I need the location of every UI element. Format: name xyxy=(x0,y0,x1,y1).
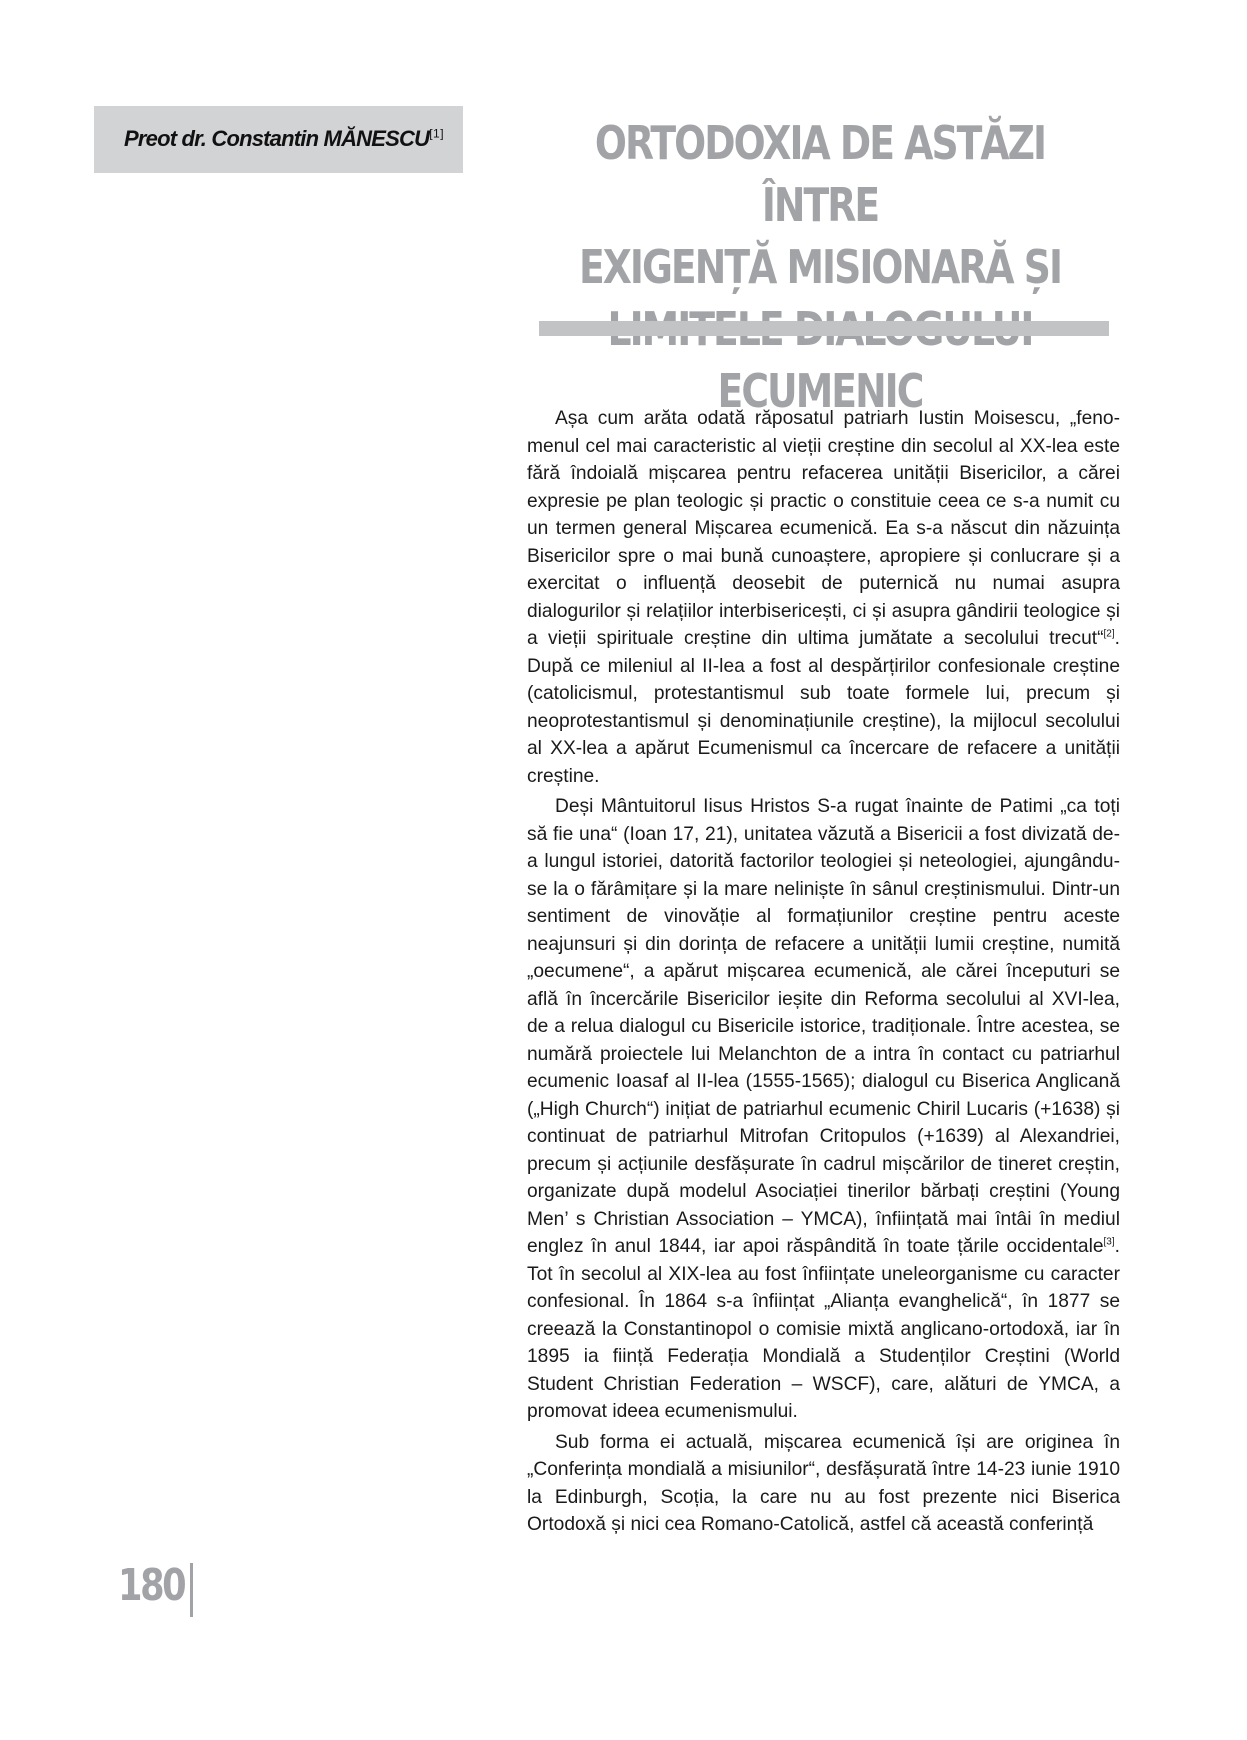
title-line-2: EXIGENȚĂ MISIONARĂ ȘI xyxy=(578,240,1062,294)
title-line-1: ORTODOXIA DE ASTĂZI ÎNTRE xyxy=(594,116,1046,232)
title-underline-bar xyxy=(539,321,1109,336)
article-title xyxy=(574,112,1066,422)
footnote-ref-2[interactable]: [2] xyxy=(1103,628,1115,640)
page-number: 180 xyxy=(118,1560,185,1611)
author-box xyxy=(94,106,463,173)
paragraph-1-text-a: Așa cum arăta odată răposatul patriarh Iustin Moisescu, „fenomenul cel mai caracteristic al vieții creștine din secolul al XX-lea este fără îndoială mișcarea pentru refacerea unității Bisericilor, a cărei expresie pe plan teologic și practic o constituie ceea ce s-a numit cu un termen general Mișcarea ecumenică. Ea s-a născut din năzuința Bisericilor spre o mai bună cunoaștere, apropiere și conlucrare și a exercitat o influență deosebit de puternică nu numai asupra dialogurilor și relațiilor interbisericești, ci și asupra gândirii teologice și a vieții spirituale creștine din ultima jumătate a secolului trecut“ xyxy=(527,408,1120,649)
paragraph-2 xyxy=(527,793,1120,1426)
paragraph-1-text-b: . După ce mileniul al II-lea a fost al despărțirilor confesionale creștine (catolicismul, protestantismul sub toate formele lui, precum și neoprotestantismul și denominațiunile creștine), la mijlocul secolului al XX-lea a apărut Ecumenismul ca încercare de refacere a unității creștine. xyxy=(527,628,1120,787)
article-body xyxy=(527,405,1120,1542)
author-name-text: Preot dr. Constantin MĂNESCU xyxy=(124,126,430,151)
footnote-ref-3[interactable]: [3] xyxy=(1103,1236,1115,1248)
paragraph-2-text-b: . Tot în secolul al XIX-lea au fost înființate uneleorganisme cu caracter confesional. În 1864 s-a înființat „Alianța evanghelică“, în 1877 se creează la Constantinopol o comisie mixtă anglicano-ortodoxă, iar în 1895 ia ființă Federația Mondială a Studenților Creștini (World Student Christian Federation – WSCF), care, alături de YMCA, a promovat ideea ecumenismului. xyxy=(527,1236,1120,1422)
page-number-rule xyxy=(190,1563,193,1617)
author-footnote-ref[interactable]: [1] xyxy=(429,126,445,141)
paragraph-3: Sub forma ei actuală, mișcarea ecumenică își are originea în „Conferința mondială a misiunilor“, desfășurată între 14-23 iunie 1910 la Edinburgh, Scoția, la care nu au fost prezente nici Biserica Ortodoxă și nici cea Romano-Catolică, astfel că această conferință xyxy=(527,1431,1120,1535)
paragraph-2-text-a: Deși Mântuitorul Iisus Hristos S-a rugat înainte de Patimi „ca toți să fie una“ (Ioan 17, 21), unitatea văzută a Bisericii a fost divizată de-a lungul istoriei, datorită factorilor teologiei și neteologiei, ajungându-se la o fărâmițare și la mare neliniște în sânul creștinismului. Dintr-un sentiment de vinovăție al formațiunilor creștine pentru aceste neajunsuri și din dorința de refacere a unității lumii creștine, numită „oecumene“, a apărut mișcarea ecumenică, ale cărei începuturi se află în încercările Bisericilor ieșite din Reforma secolului al XVI-lea, de a relua dialogul cu Bisericile istorice, tradiționale. Între acestea, se numără proiectele lui Melanchton de a intra în contact cu patriarhul ecumenic Ioasaf al II-lea (1555-1565); dialogul cu Biserica Anglicană („High Church“) inițiat de patriarhul ecumenic Chiril Lucaris (+1638) și continuat de patriarhul Mitrofan Critopulos (+1639) al Alexandriei, precum și acțiunile desfășurate în cadrul mișcărilor de tineret creștin, organizate după modelul Asociației tinerilor bărbați creștini (Young Men’ s Christian Association – YMCA), înființată mai întâi în mediul englez în anul 1844, iar apoi răspândită în toate țările occidentale xyxy=(527,796,1120,1257)
author-name xyxy=(124,126,444,151)
title-line-3: ECUMENIC xyxy=(717,364,923,418)
paragraph-1 xyxy=(527,405,1120,790)
